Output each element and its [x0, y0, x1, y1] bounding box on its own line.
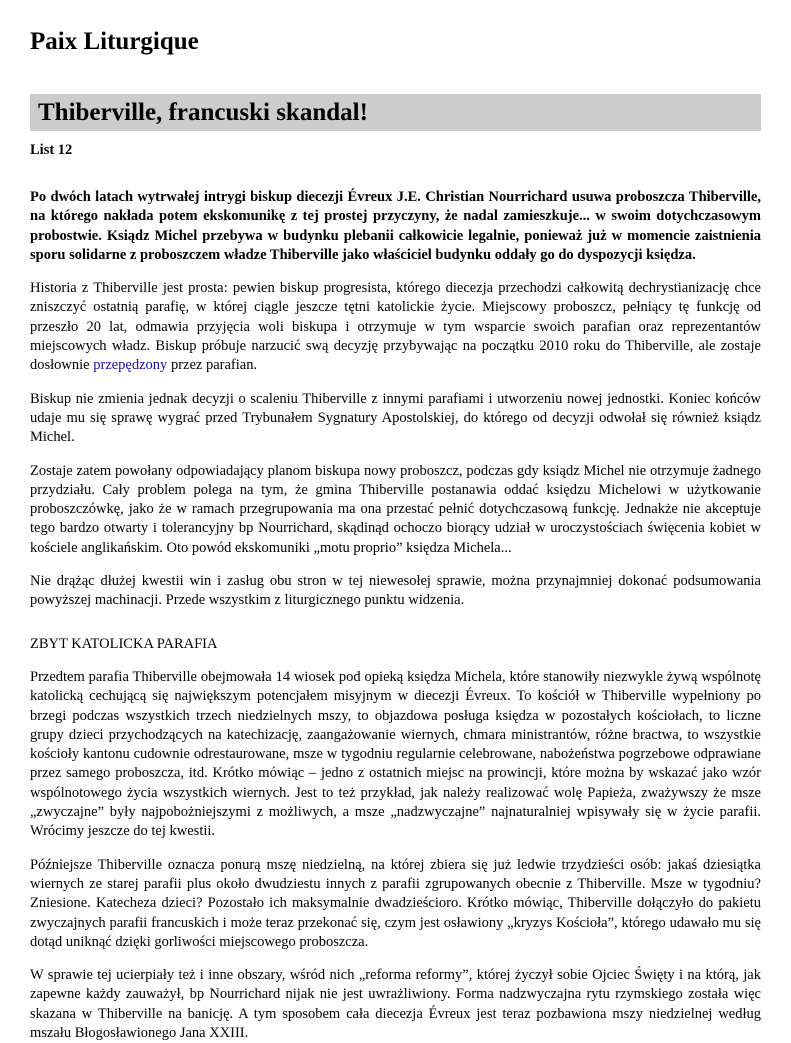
przepedzony-link[interactable]: przepędzony — [93, 357, 168, 374]
paragraph-1-text-b: przez parafian. — [167, 357, 258, 374]
paragraph-6: Późniejsze Thiberville oznacza ponurą mszę niedzielną, na której zbiera się już ledwie trzydzieści osób: jakaś dziesiątka wiernych ze starej parafii plus około dwudziestu innych z parafii zgrupowanych obecnie z Thiberville. Msze w tygodniu? Zniesione. Katecheza dzieci? Pozostało ich maksymalnie dwadzieścioro. Krótko mówiąc, Thiberville dołączyło do pakietu zwyczajnych parafii francuskich i może teraz przekonać się, czym jest osławiony „kryzys Kościoła”, którego udawało mu się dotąd uniknąć dzięki gorliwości miejscowego proboszcza. — [30, 856, 761, 950]
site-title: Paix Liturgique — [30, 28, 199, 55]
paragraph-7: W sprawie tej ucierpiały też i inne obszary, wśród nich „reforma reformy”, której życzył sobie Ojciec Święty i na którą, jak zapewne każdy zauważył, bp Nourrichard nijak nie jest uwrażliwiony. Forma nadzwyczajna rytu rzymskiego została więc skazana w Thiberville na banicję. A tym sposobem cała diecezja Évreux jest teraz pozbawiona mszy niedzielnej według mszału Błogosławionego Jana XXIII. — [30, 967, 761, 1041]
paragraph-1-text-a: Historia z Thiberville jest prosta: pewien biskup progresista, którego diecezja przechodzi całkowitą dechrystianizację chce zniszczyć ostatnią parafię, w której ciągle jeszcze tętni katolickie życie. Miejscowy proboszcz, pełniący tę funkcję od przeszło 20 lat, odmawia przyjęcia woli biskupa i otrzymuje w tym wsparcie swoich parafian oraz reprezentantów miejscowych władz. Biskup próbuje narzucić swą decyzję przybywając na początku 2010 roku do Thiberville, ale zostaje dosłownie — [30, 280, 761, 374]
paragraph-3: Zostaje zatem powołany odpowiadający planom biskupa nowy proboszcz, podczas gdy ksiądz Michel nie otrzymuje żadnego przydziału. Cały problem polega na tym, że gmina Thiberville postanawia oddać księdzu Michelowi w użytkowanie proboszczówkę, jako że w ramach przegrupowania ma ona przestać pełnić dotychczasową funkcję. Jednakże nie akceptuje tego bardzo otwarty i tolerancyjny bp Nourrichard, skądinąd ochoczo biorący udział w uroczystościach święcenia kobiet w kościele anglikańskim. Oto powód ekskomuniki „motu proprio” księdza Michela... — [30, 462, 761, 556]
issue-label: List 12 — [30, 142, 73, 158]
paragraph-2: Biskup nie zmienia jednak decyzji o scaleniu Thiberville z innymi parafiami i utworzeniu nowej jednostki. Koniec końców udaje mu się sprawę wygrać przed Trybunałem Sygnatury Apostolskiej, do którego od decyzji odwołał się również ksiądz Michel. — [30, 390, 761, 446]
article-title: Thiberville, francuski skandal! — [30, 94, 761, 131]
paragraph-4: Nie drążąc dłużej kwestii win i zasług obu stron w tej niewesołej sprawie, można przynajmniej dokonać podsumowania powyższej machinacji. Przede wszystkim z liturgicznego punktu widzenia. — [30, 573, 761, 609]
paragraph-1 — [30, 279, 761, 375]
section-heading: ZBYT KATOLICKA PARAFIA — [30, 635, 218, 652]
paragraph-5: Przedtem parafia Thiberville obejmowała 14 wiosek pod opieką księdza Michela, które stanowiły niezwykle żywą wspólnotę katolicką cechującą się największym potencjałem misyjnym w diecezji Évreux. To kościół w Thiberville wypełniony po brzegi podczas wszystkich trzech niedzielnych mszy, to objazdowa posługa księdza w pozostałych kościołach, to liczne grupy dzieci przychodzących na katechizację, zaangażowanie wiernych, chmara ministrantów, różne bractwa, to wszystkie kościoły kantonu cudownie odrestaurowane, msze w tygodniu regularnie celebrowane, nabożeństwa pogrzebowe odprawiane przez samego proboszcza, itd. Krótko mówiąc – jedno z ostatnich miejsc na prowincji, które można by wskazać jako wzór wspólnotowego życia wszystkich wiernych. Jest to też przykład, jak należy realizować wolę Papieża, zważywszy że msze „zwyczajne” były najpobożniejszymi z możliwych, a msze „nadzwyczajne” najnaturalniej wpisywały się w życie parafii. Wrócimy jeszcze do tej kwestii. — [30, 668, 761, 840]
lead-paragraph: Po dwóch latach wytrwałej intrygi biskup diecezji Évreux J.E. Christian Nourrichard usuwa proboszcza Thiberville, na którego nakłada potem ekskomunikę z tej prostej przyczyny, że nadal zamieszkuje... w swoim dotychczasowym probostwie. Ksiądz Michel przebywa w budynku plebanii całkowicie legalnie, ponieważ już w momencie zaistnienia sporu solidarne z proboszczem władze Thiberville jako właściciel budynku oddały go do dyspozycji księdza. — [30, 189, 761, 263]
